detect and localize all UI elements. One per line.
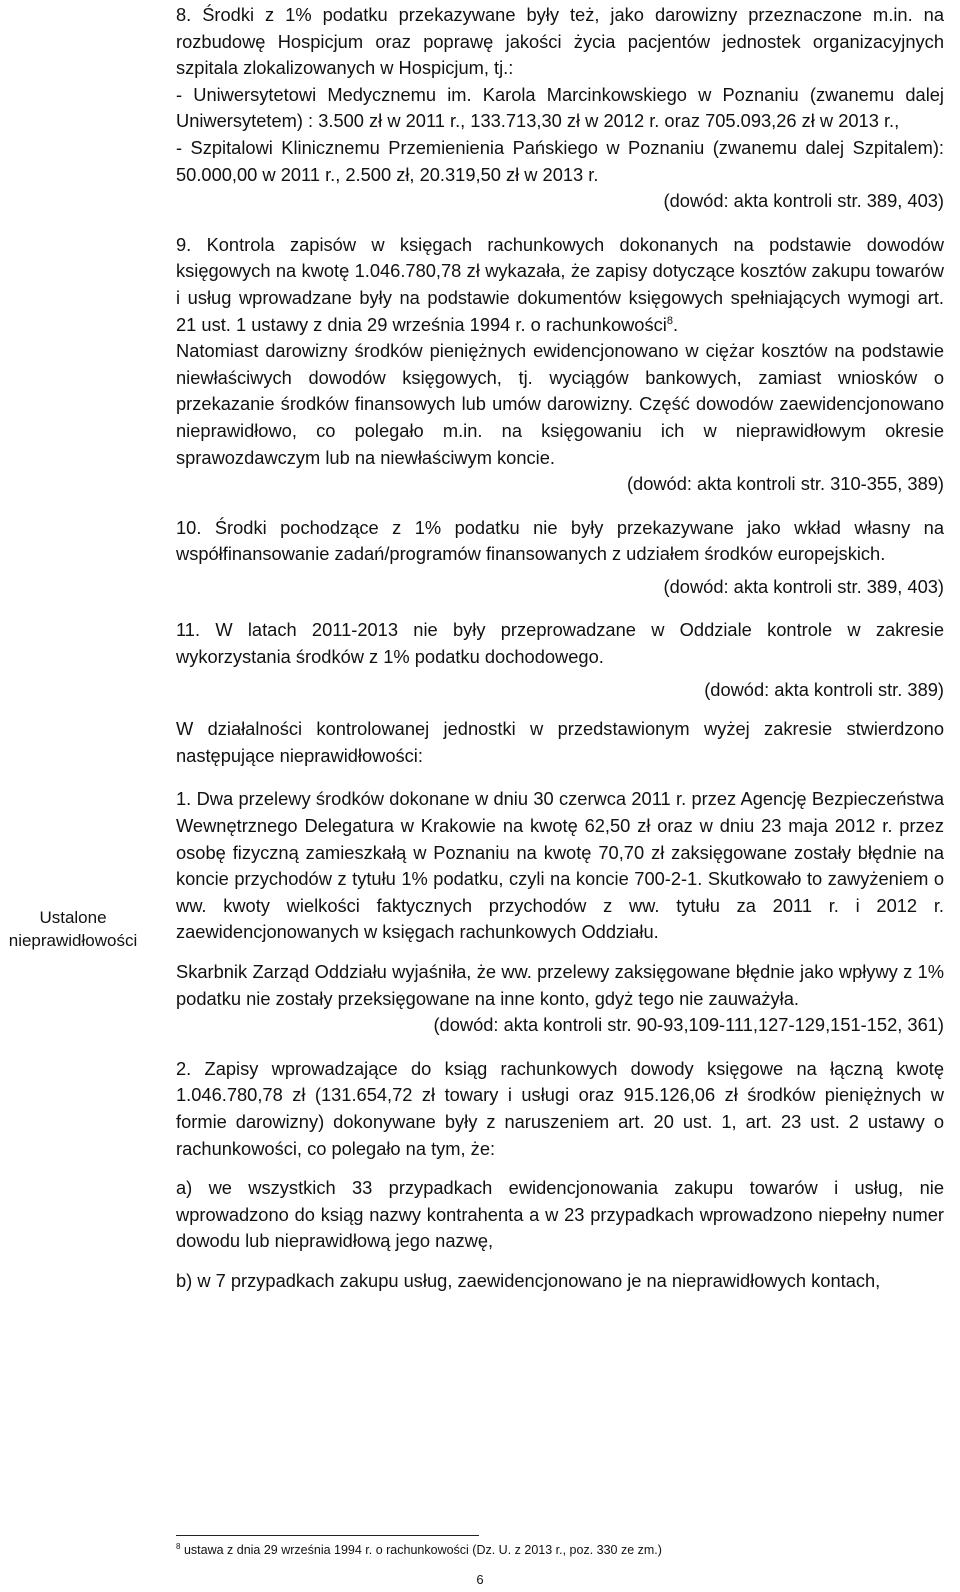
finding-2-item-b: b) w 7 przypadkach zakupu usług, zaewidencjonowano je na nieprawidłowych kontach, (176, 1269, 881, 1291)
finding-2-item-a: a) we wszystkich 33 przypadkach ewidencjonowania zakupu towarów i usług, nie wprowadzono do ksiąg nazwy kontrahenta a w 23 przypadkach wprowadzono niepełny numer dowodu lub nieprawidłową jego nazwę, (176, 1177, 944, 1252)
paragraph-8: 8. Środki z 1% podatku przekazywane były też, jako darowizny przeznaczone m.in. na rozbudowę Hospicjum oraz poprawę jakości życia pacjentów jednostek organizacyjnych szpitala zlokalizowanych w Hospicjum, tj.: (176, 4, 944, 79)
footnote-reference: 8 (666, 314, 673, 327)
footnote-mark: 8 (176, 1541, 181, 1551)
footnote-text: ustawa z dnia 29 września 1994 r. o rachunkowości (Dz. U. z 2013 r., poz. 330 ze zm.) (183, 1543, 662, 1557)
evidence-reference: (dowód: akta kontroli str. 389, 403) (663, 190, 944, 212)
evidence-reference: (dowód: akta kontroli str. 90-93,109-111,127-129,151-152, 361) (433, 1014, 944, 1036)
margin-note (0, 906, 146, 952)
evidence-reference: (dowód: akta kontroli str. 389) (704, 678, 944, 700)
evidence-reference: (dowód: akta kontroli str. 310-355, 389) (626, 473, 944, 495)
finding-1-explanation: Skarbnik Zarząd Oddziału wyjaśniła, że ww. przelewy zaksięgowane błędnie jako wpływy z 1% podatku nie zostały przeksięgowane na inne konto, gdyż tego nie zauważyła. (176, 961, 944, 1009)
paragraph-8-item-university: - Uniwersytetowi Medycznemu im. Karola Marcinkowskiego w Poznaniu (zwanemu dalej Uniwersytetem) : 3.500 zł w 2011 r., 133.713,30 zł w 2012 r. oraz 705.093,26 zł w 2013 r., (176, 83, 944, 132)
evidence-reference: (dowód: akta kontroli str. 389, 403) (663, 575, 944, 597)
paragraph-11: 11. W latach 2011-2013 nie były przeprowadzane w Oddziale kontrole w zakresie wykorzystania środków z 1% podatku dochodowego. (176, 619, 944, 668)
margin-note-line: nieprawidłowości (8, 931, 138, 950)
paragraph-9 (176, 232, 944, 338)
paragraph-9-end: . (672, 313, 679, 335)
page-number: 6 (476, 1572, 484, 1587)
paragraph-8-item-hospital: - Szpitalowi Klinicznemu Przemienienia Pańskiego w Poznaniu (zwanemu dalej Szpitalem): 50.000,00 w 2011 r., 2.500 zł, 20.319,50 zł w 2013 r. (176, 136, 944, 185)
finding-1: 1. Dwa przelewy środków dokonane w dniu 30 czerwca 2011 r. przez Agencję Bezpieczeństwa Wewnętrznego Delegatura w Krakowie na kwotę 62,50 zł oraz w dniu 23 maja 2012 r. przez osobę fizyczną zamieszkałą w Poznaniu na kwotę 70,70 zł zaksięgowane zostały błędnie na koncie przychodów z tytułu 1% podatku, czyli na koncie 700-2-1. Skutkowało to zawyżeniem o ww. kwoty wielkości faktycznych przychodów z ww. tytułu za 2011 r. i 2012 r. zaewidencjonowanych w księgach rachunkowych Oddziału. (176, 788, 944, 943)
margin-note-line: Ustalone (39, 908, 107, 927)
main-content (176, 2, 944, 1295)
footnote-divider (176, 1535, 479, 1536)
paragraph-9-continued: Natomiast darowizny środków pieniężnych ewidencjonowano w ciężar kosztów na podstawie niewłaściwych dowodów księgowych, tj. wyciągów bankowych, zamiast wniosków o przekazanie środków finansowych lub umów darowizny. Część dowodów zaewidencjonowano nieprawidłowo, co polegało m.in. na księgowaniu ich w nieprawidłowym okresie sprawozdawczym lub na niewłaściwym koncie. (176, 340, 944, 468)
footnote (176, 1542, 944, 1558)
findings-intro: W działalności kontrolowanej jednostki w przedstawionym wyżej zakresie stwierdzono następujące nieprawidłowości: (176, 718, 944, 766)
finding-2: 2. Zapisy wprowadzające do ksiąg rachunkowych dowody księgowe na łączną kwotę 1.046.780,78 zł (131.654,72 zł towary i usługi oraz 915.126,06 zł środków pieniężnych w formie darowizny) dokonywane były z naruszeniem art. 20 ust. 1, art. 23 ust. 2 ustawy o rachunkowości, co polegało na tym, że: (176, 1057, 944, 1159)
paragraph-9-text: 9. Kontrola zapisów w księgach rachunkowych dokonanych na podstawie dowodów księgowych na kwotę 1.046.780,78 zł wykazała, że zapisy dotyczące kosztów zakupu towarów i usług wprowadzane były na podstawie dokumentów księgowych spełniających wymogi art. 21 ust. 1 ustawy z dnia 29 września 1994 r. o rachunkowości (176, 233, 944, 335)
paragraph-10: 10. Środki pochodzące z 1% podatku nie były przekazywane jako wkład własny na współfinansowanie zadań/programów finansowanych z udziałem środków europejskich. (176, 516, 944, 565)
